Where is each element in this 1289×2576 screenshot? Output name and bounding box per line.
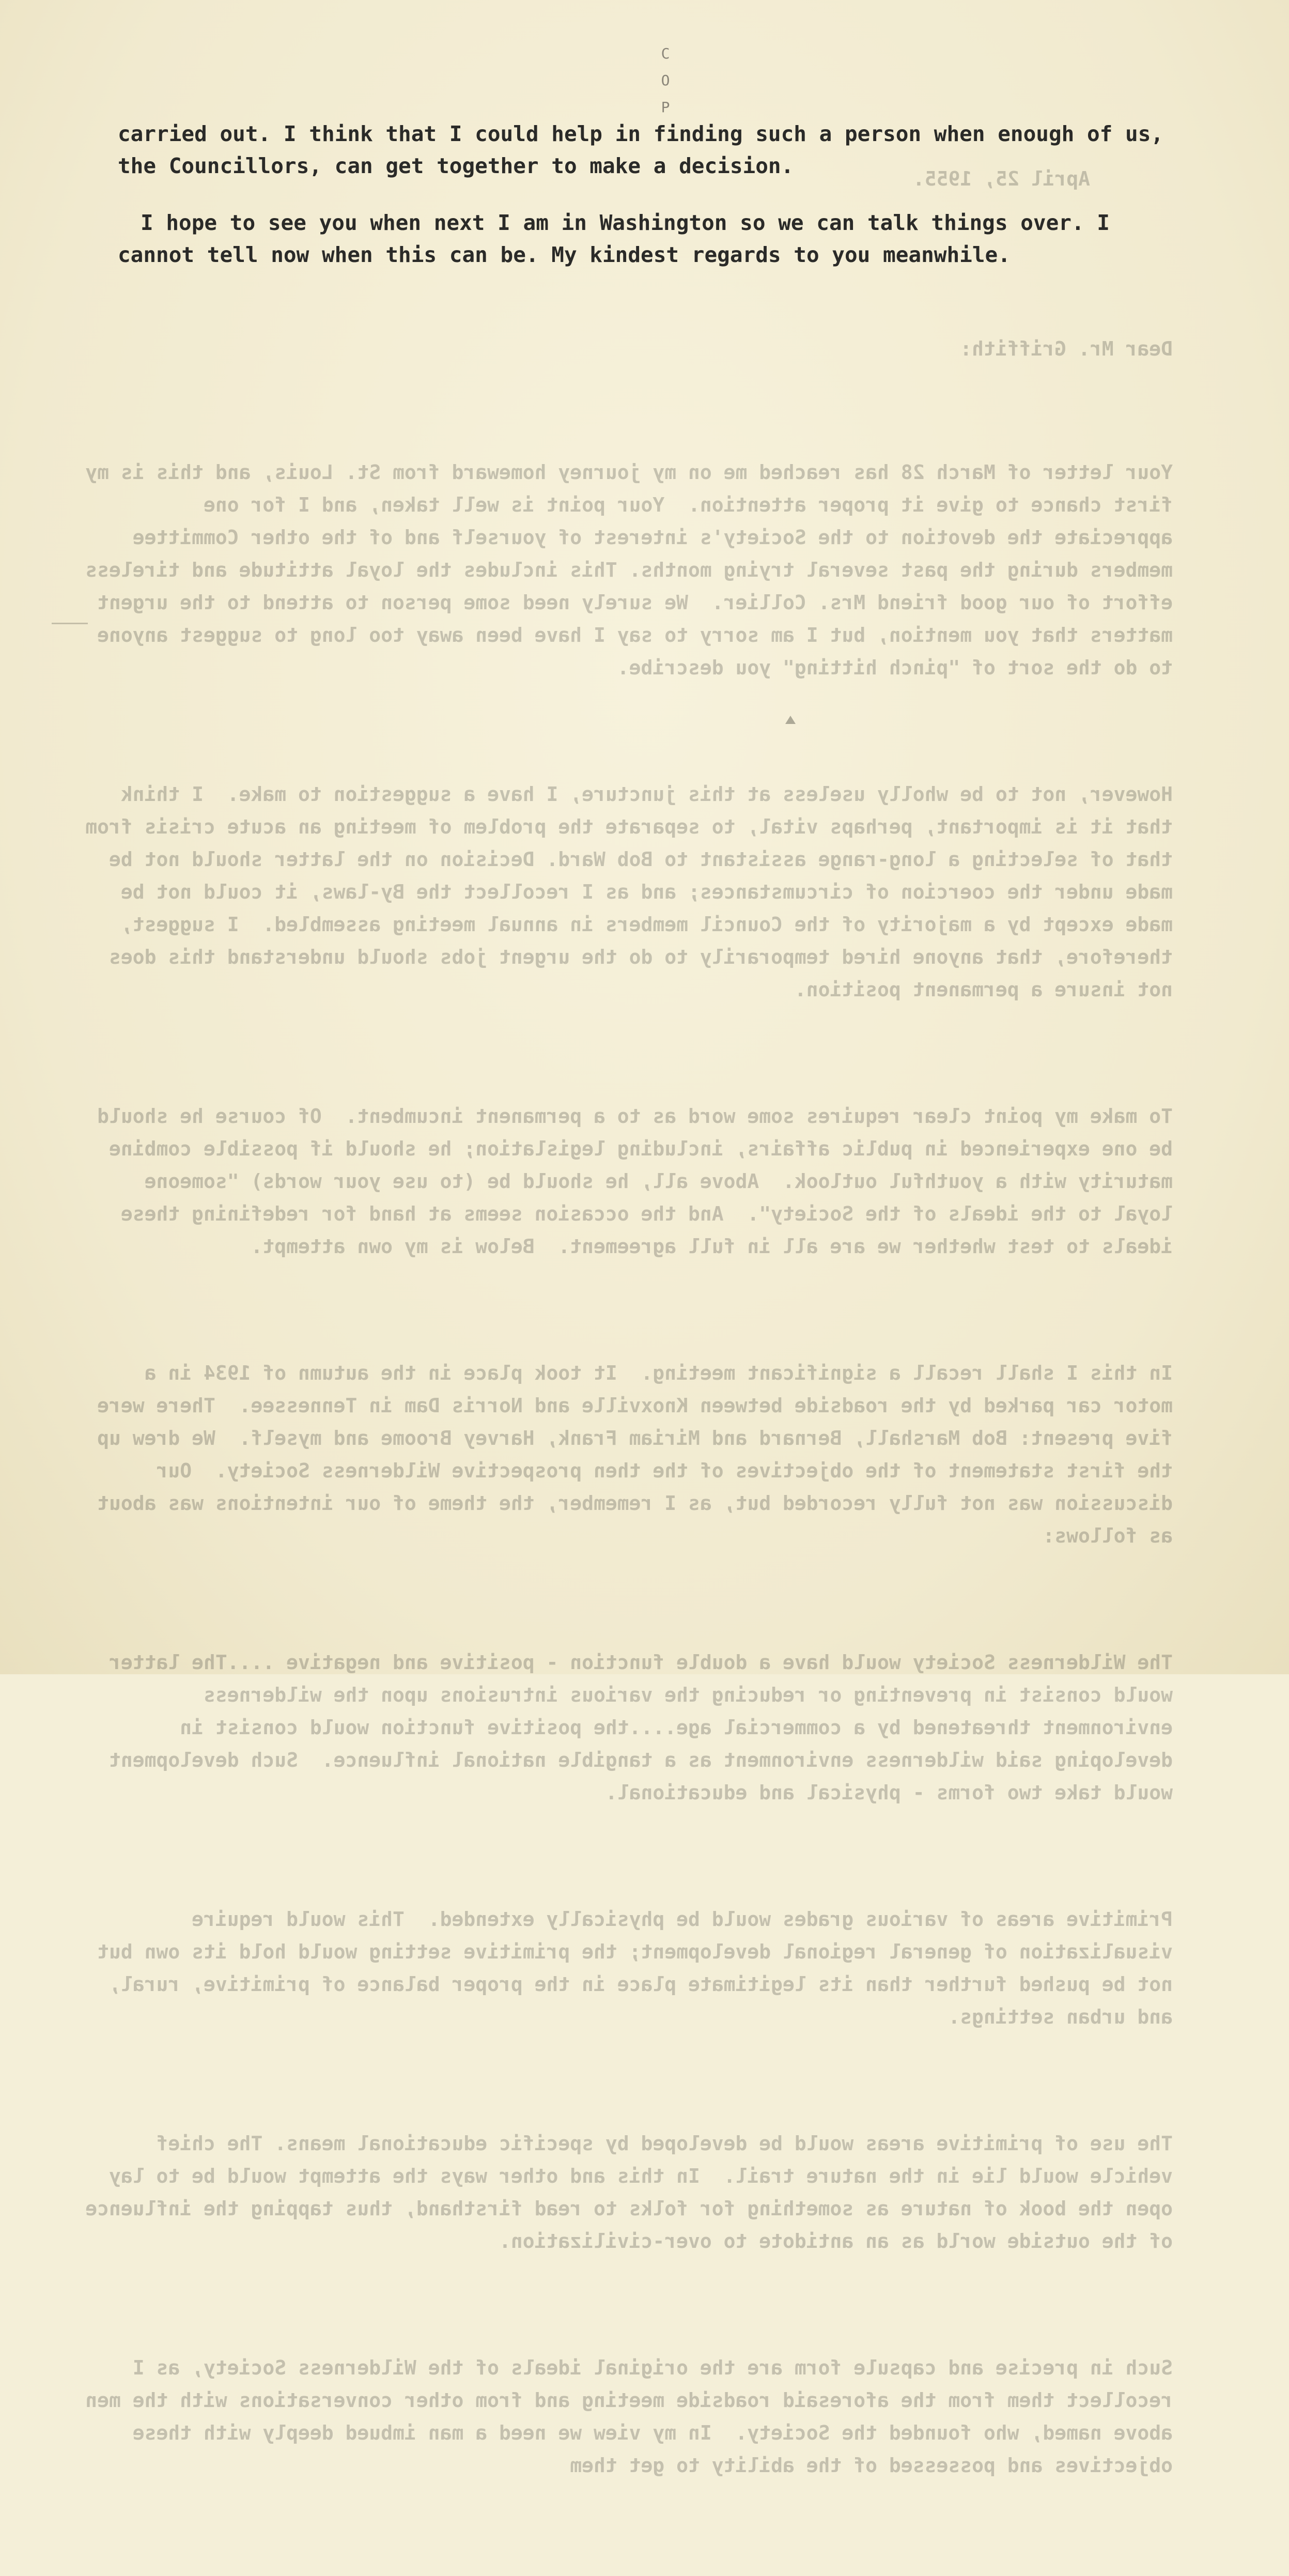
bleed-paragraph: The Wilderness Society would have a double function - positive and negative ....The latter would consist in preventing or reducing the various intrusions upon the wilderness environment threatened by a commercial age....the positive function would consist in developing said wilderness environment as a tangible national influence. Such development would take two forms - physical and educational. xyxy=(97,1651,1173,1804)
stamp-letter: C xyxy=(661,45,670,62)
caret-mark xyxy=(785,716,796,724)
bleed-paragraph: However, not to be wholly useless at this juncture, I have a suggestion to make. I think that it is important, perhaps vital, to separate the problem of meeting an acute crisis from that of selecting a long-range assistant to Bob Ward. Decision on the latter should not be made under the coercion of circumstances; and as I recollect the By-laws, it could not be made except by a majority of the Council members in annual meeting assembled. I suggest, therefore, that anyone hired temporarily to do the urgent jobs should understand this does not insure a permanent position. xyxy=(73,783,1173,1001)
bleed-paragraph: Your letter of March 28 has reached me on my journey homeward from St. Louis, and this is my first chance to give it proper attention. Your point is well taken, and I for one appreciate the devotion to the Society's interest of yourself and of the other Committee members during the past several trying months. This includes the loyal attitude and tireless effort of our good friend Mrs. Collier. We surely need some person to attend to the urgent matters that you mention, but I am sorry to say I have been away too long to suggest anyone to do the sort of "pinch hitting" you describe. xyxy=(73,461,1173,679)
text-line: the Councillors, can get together to make a decision. xyxy=(118,153,794,178)
bleed-paragraph: To make my point clear requires some word as to a permanent incumbent. Of course he should be one experienced in public affairs, including legislation; he should if possible combine maturity with a youthful outlook. Above all, he should be (to use your words) "someone loyal to the ideals of the Society". And the occasion seems at hand for redefining these ideals to test whether we are all in full agreement. Below is my own attempt. xyxy=(85,1105,1173,1258)
text-line: carried out. I think that I could help in finding such a person when enough of us, xyxy=(118,121,1164,146)
bleed-salutation: Dear Mr. Griffith: xyxy=(960,337,1173,360)
text-line: cannot tell now when this can be. My kindest regards to you meanwhile. xyxy=(118,242,1011,267)
stamp-letter: O xyxy=(661,72,670,89)
stamp-letter: P xyxy=(661,99,670,116)
bleed-paragraph: The use of primitive areas would be developed by specific educational means. The chief vehicle would lie in the nature trail. In this and other ways the attempt would be to lay open the book of nature as something for folks to read firsthand, thus tapping the influence of the outside world as an antidote to over-civilization. xyxy=(73,2132,1173,2253)
text-line: I hope to see you when next I am in Washington so we can talk things over. I xyxy=(141,210,1110,235)
bleed-paragraph: Primitive areas of various grades would be physically extended. This would require visualization of general regional development; the primitive setting would hold its own but not be pushed further than its legitimate place in the proper balance of primitive, rural, and urban settings. xyxy=(85,1908,1173,2028)
bleed-date: April 25, 1955. xyxy=(912,167,1090,190)
margin-mark xyxy=(52,623,88,624)
copy-stamp xyxy=(655,40,676,121)
bleed-paragraph: In this I shall recall a significant meeting. It took place in the autumn of 1934 in a motor car parked by the roadside between Knoxville and Norris Dam in Tennessee. There were five present: Bob Marshall, Bernard and Miriam Frank, Harvey Broome and myself. We drew up the first statement of the objectives of the then prospective Wilderness Society. Our discussion was not fully recorded but, as I remember, the theme of our intentions was about as follows: xyxy=(85,1362,1173,1547)
bleed-paragraph: Such in precise and capsule form are the original ideals of the Wilderness Society, as I recollect them from the aforesaid roadside meeting and from other conversations with the men above named, who founded the Society. In my view we need a man imbued deeply with these objectives and possessed of the ability to get them xyxy=(73,2356,1173,2477)
